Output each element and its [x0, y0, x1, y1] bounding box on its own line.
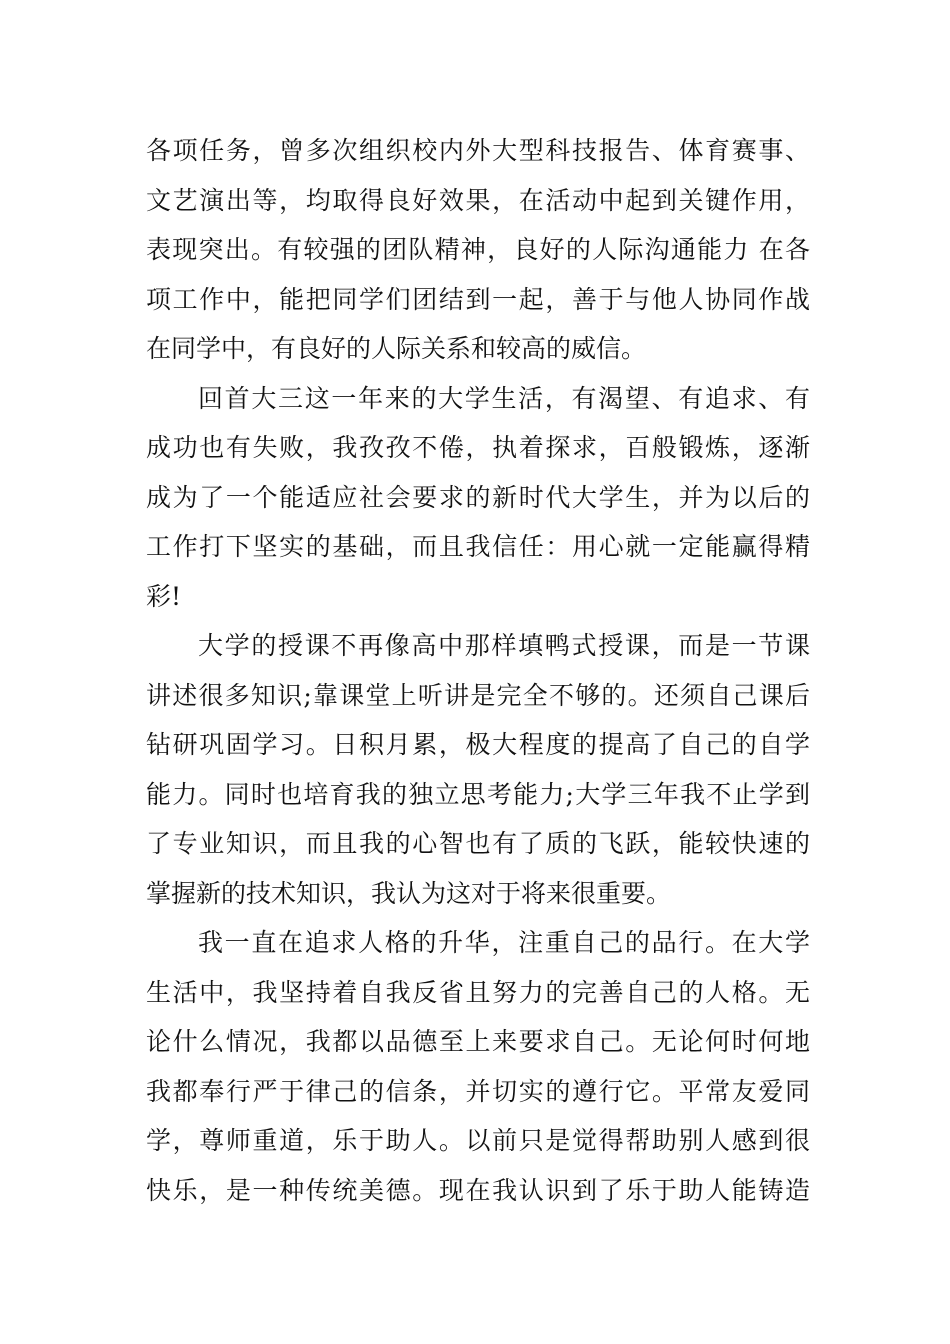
paragraph-3-line-4: 能力。同时也培育我的独立思考能力;大学三年我不止学到	[146, 779, 810, 809]
paragraph-3-line-1: 大学的授课不再像高中那样填鸭式授课，而是一节课	[198, 631, 810, 660]
paragraph-1-line-2: 文艺演出等，均取得良好效果，在活动中起到关键作用，	[146, 185, 810, 215]
paragraph-1-line-1: 各项任务，曾多次组织校内外大型科技报告、体育赛事、	[146, 136, 810, 165]
paragraph-4-line-5: 学，尊师重道，乐于助人。以前只是觉得帮助别人感到很	[146, 1126, 810, 1155]
paragraph-4-line-4: 我都奉行严于律己的信条，并切实的遵行它。平常友爱同	[146, 1076, 810, 1106]
paragraph-4-line-1: 我一直在追求人格的升华，注重自己的品行。在大学	[198, 928, 810, 957]
paragraph-4-line-6: 快乐，是一种传统美德。现在我认识到了乐于助人能铸造	[146, 1175, 810, 1205]
paragraph-2-line-4: 工作打下坚实的基础，而且我信任：用心就一定能赢得精	[146, 532, 810, 561]
paragraph-2-line-1: 回首大三这一年来的大学生活，有渴望、有追求、有	[198, 383, 810, 413]
paragraph-3-line-6: 掌握新的技术知识，我认为这对于将来很重要。	[146, 878, 672, 908]
paragraph-1-line-3: 表现突出。有较强的团队精神，良好的人际沟通能力 在各	[146, 235, 810, 264]
paragraph-2-line-3: 成为了一个能适应社会要求的新时代大学生，并为以后的	[146, 482, 810, 512]
paragraph-3-line-2: 讲述很多知识;靠课堂上听讲是完全不够的。还须自己课后	[146, 680, 810, 710]
paragraph-2-line-5: 彩!	[146, 581, 182, 611]
paragraph-3-line-3: 钻研巩固学习。日积月累，极大程度的提高了自己的自学	[146, 730, 810, 759]
paragraph-1-line-4: 项工作中，能把同学们团结到一起，善于与他人协同作战	[146, 284, 810, 314]
paragraph-2-line-2: 成功也有失败，我孜孜不倦，执着探求，百般锻炼，逐渐	[146, 433, 810, 462]
paragraph-1-line-5: 在同学中，有良好的人际关系和较高的威信。	[146, 334, 647, 363]
paragraph-3-line-5: 了专业知识，而且我的心智也有了质的飞跃，能较快速的	[146, 829, 810, 858]
paragraph-4-line-2: 生活中，我坚持着自我反省且努力的完善自己的人格。无	[146, 977, 810, 1007]
paragraph-4-line-3: 论什么情况，我都以品德至上来要求自己。无论何时何地	[146, 1027, 810, 1056]
document-body	[146, 126, 810, 1215]
